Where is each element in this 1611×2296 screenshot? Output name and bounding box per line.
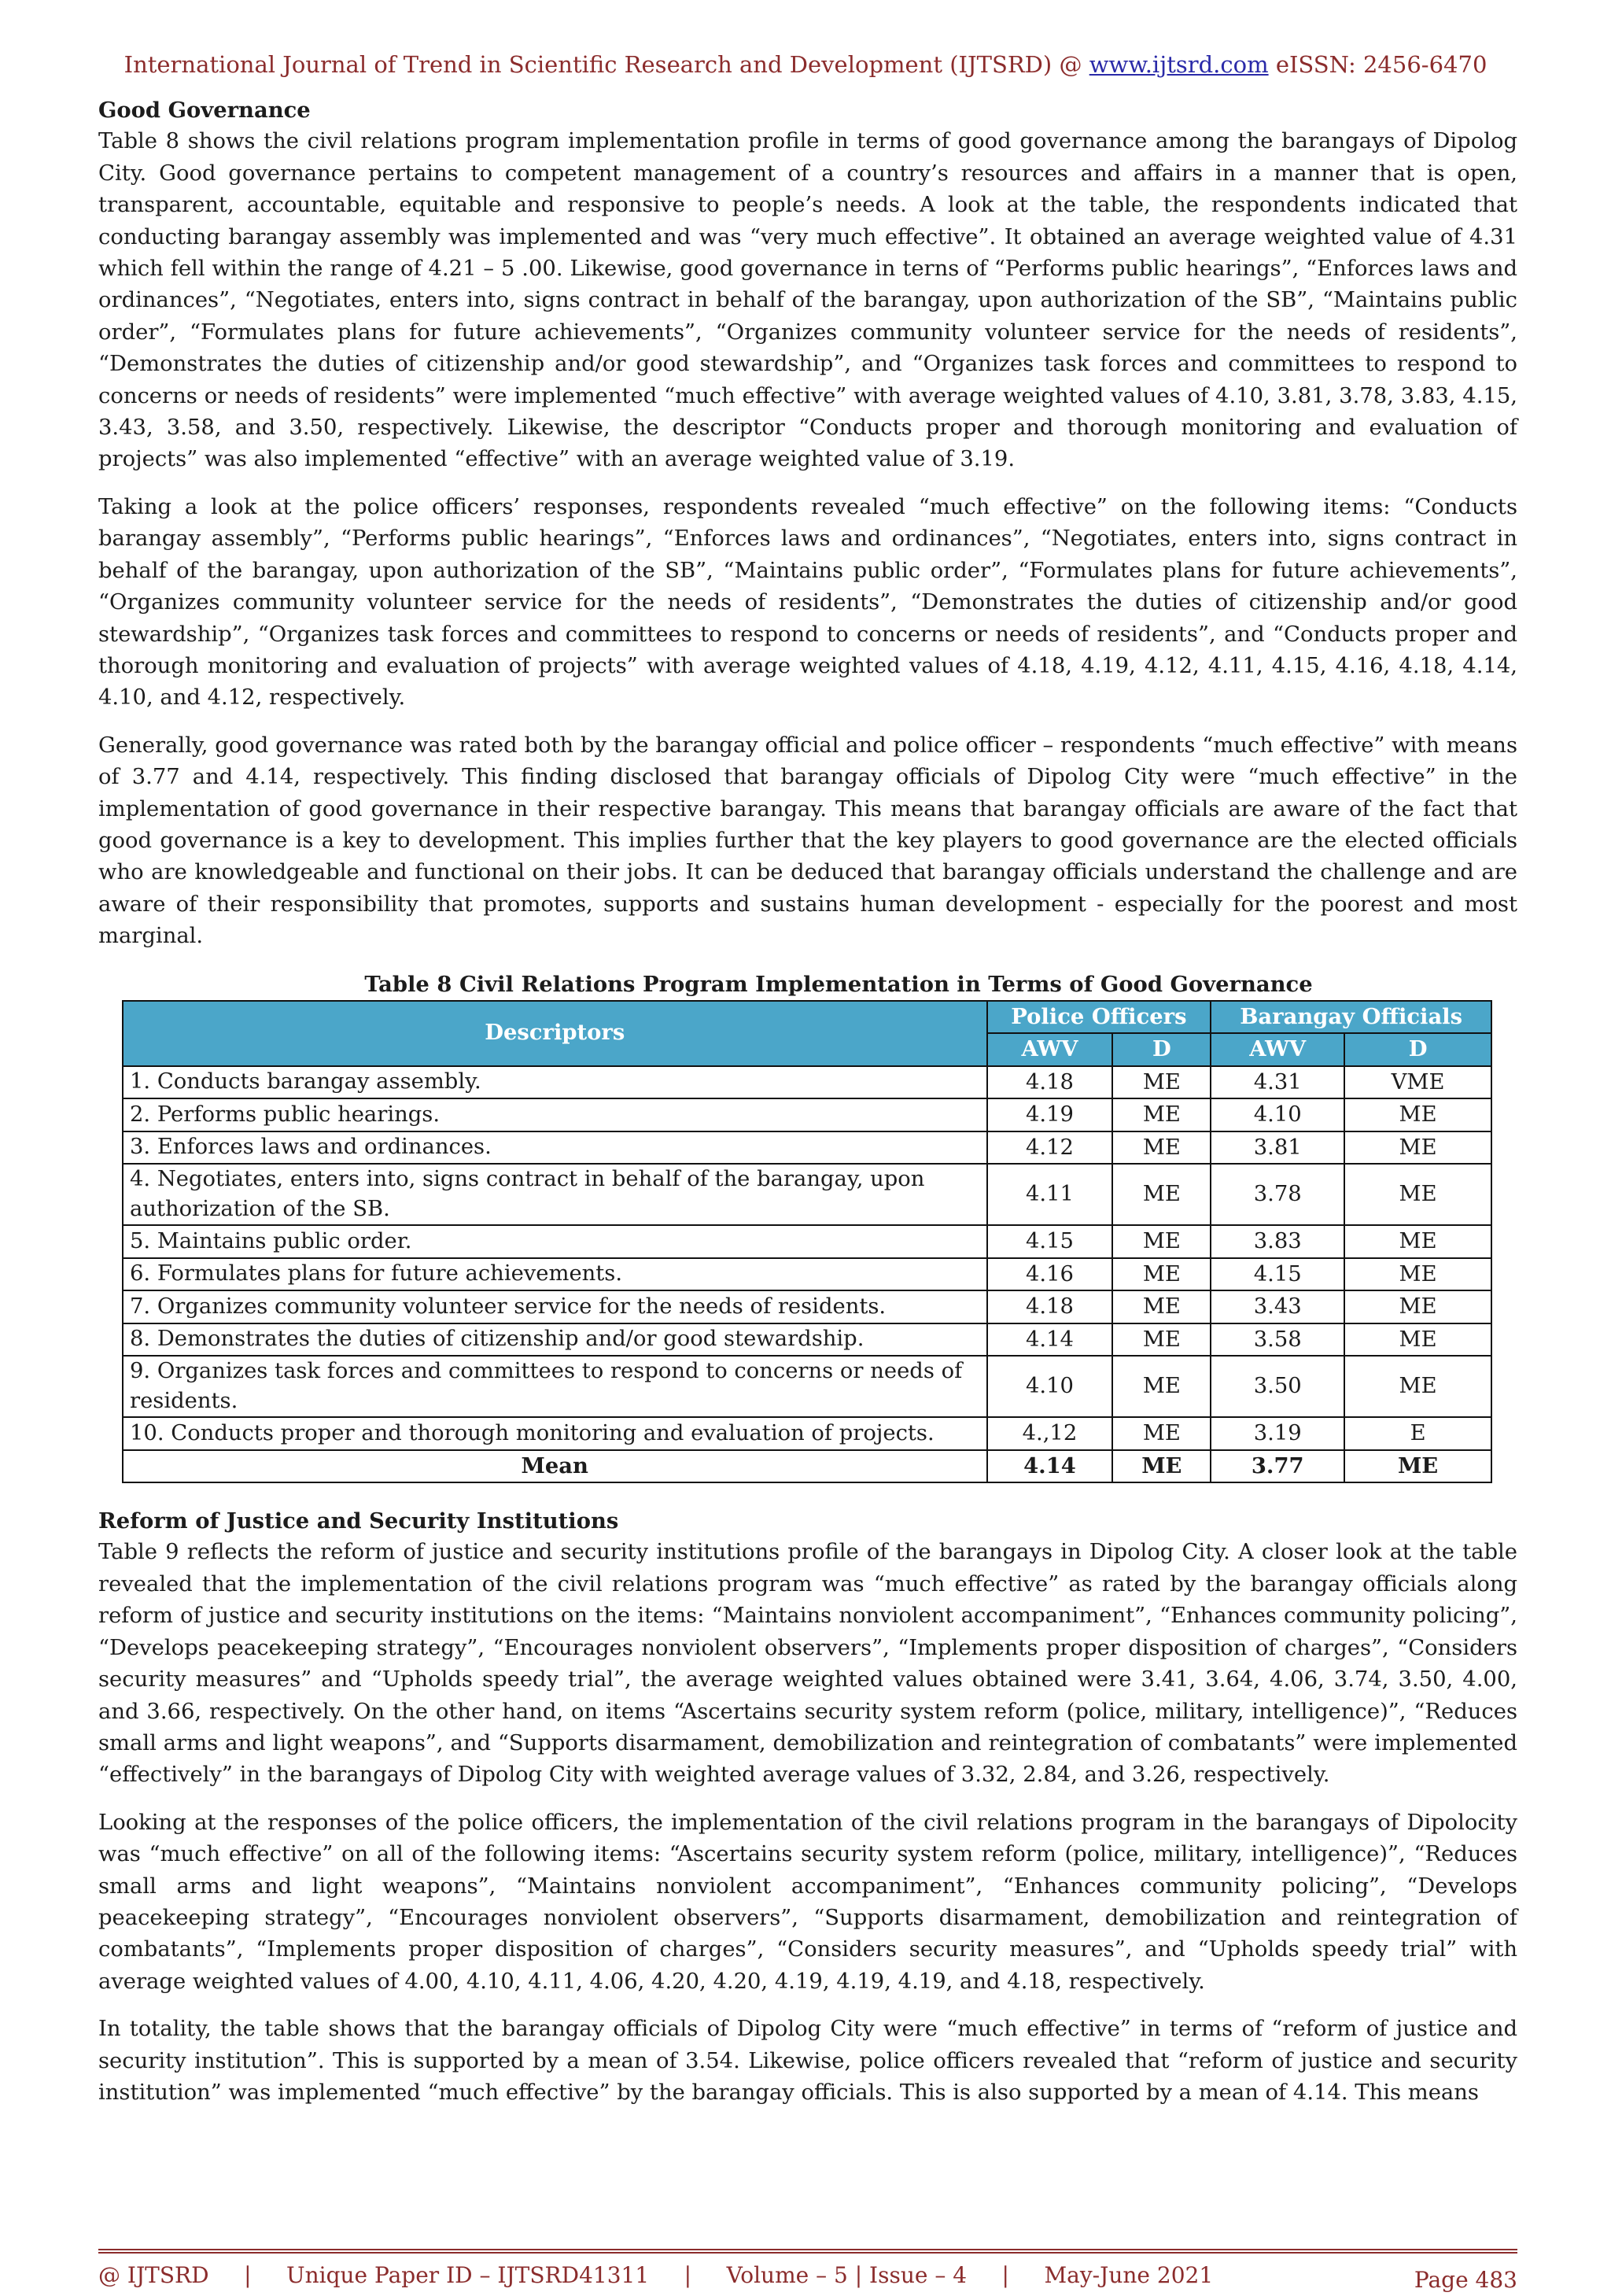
police-awv-cell: 4.12 [987,1131,1113,1165]
header-descriptors: Descriptors [123,1001,987,1066]
header-d: D [1344,1033,1491,1066]
page-footer [98,2249,1517,2291]
paragraph: Taking a look at the police officers’ responses, respondents revealed “much effective” on the following items: “Conducts barangay assembly”, “Performs public hearings”, “Enforces laws and ordinances”, “Negotiates, enters into, signs contract in behalf of the barangay, upon authorization of the SB”, “Maintains public order”, “Formulates plans for future achievements”, “Organizes community volunteer service for the needs of residents”, “Demonstrates the duties of citizenship and/or good stewardship”, “Organizes task forces and committees to respond to concerns or needs of residents”, and “Conducts proper and thorough monitoring and evaluation of projects” with average weighted values of 4.18, 4.19, 4.12, 4.11, 4.15, 4.16, 4.18, 4.14, 4.10, and 4.12, respectively. [98,494,1517,711]
police-awv-cell: 4.18 [987,1290,1113,1323]
barangay-awv-cell: 4.15 [1211,1258,1344,1291]
barangay-d-cell: ME [1344,1356,1491,1417]
barangay-awv-cell: 3.81 [1211,1131,1344,1165]
paragraph: Looking at the responses of the police officers, the implementation of the civil relations program in the barangays of Dipolocity was “much effective” on all of the following items: “Ascertains security system reform (police, military, intelligence)”, “Reduces small arms and light weapons”, “Maintains nonviolent accompaniment”, “Enhances community policing”, “Develops peacekeeping strategy”, “Encourages nonviolent observers”, “Supports disarmament, demobilization and reintegration of combatants”, “Implements proper disposition of charges”, “Considers security measures”, and “Upholds speedy trial” with average weighted values of 4.00, 4.10, 4.11, 4.06, 4.20, 4.20, 4.19, 4.19, 4.19, and 4.18, respectively. [98,1810,1517,1994]
mean-row [123,1450,1491,1483]
article-body [98,94,1517,2124]
police-d-cell: ME [1112,1066,1211,1099]
table-row [123,1417,1491,1450]
table-row [123,1098,1491,1131]
descriptor-cell: 3. Enforces laws and ordinances. [123,1131,987,1165]
header-d: D [1112,1033,1211,1066]
section-heading-reform-justice: Reform of Justice and Security Institutions [98,1508,619,1534]
good-governance-table [122,1000,1492,1484]
barangay-d-cell: VME [1344,1066,1491,1099]
police-awv-cell: 4.14 [987,1323,1113,1357]
barangay-awv-cell: 3.43 [1211,1290,1344,1323]
section-heading-good-governance: Good Governance [98,98,311,123]
descriptor-cell: 6. Formulates plans for future achievements. [123,1258,987,1291]
police-awv-cell: 4.10 [987,1356,1113,1417]
barangay-d-cell: ME [1344,1290,1491,1323]
police-awv-cell: 4.18 [987,1066,1113,1099]
descriptor-cell: 7. Organizes community volunteer service for the needs of residents. [123,1290,987,1323]
descriptor-cell: 4. Negotiates, enters into, signs contract in behalf of the barangay, upon authorization of the SB. [123,1164,987,1225]
police-awv-cell: 4.15 [987,1225,1113,1258]
table-row [123,1258,1491,1291]
police-d-cell: ME [1112,1417,1211,1450]
descriptor-cell: 10. Conducts proper and thorough monitoring and evaluation of projects. [123,1417,987,1450]
barangay-awv-cell: 3.19 [1211,1417,1344,1450]
barangay-awv-cell: 3.83 [1211,1225,1344,1258]
police-d-cell: ME [1112,1258,1211,1291]
police-d-cell: ME [1112,1323,1211,1357]
barangay-d-cell: E [1344,1417,1491,1450]
table-title: Table 8 Civil Relations Program Implementation in Terms of Good Governance [364,971,1313,997]
police-d-cell: ME [1112,1098,1211,1131]
police-awv-cell: 4.11 [987,1164,1113,1225]
running-header [0,49,1611,80]
header-barangay-officials: Barangay Officials [1211,1001,1491,1034]
paragraph: Table 9 reflects the reform of justice and security institutions profile of the barangays in Dipolog City. A closer look at the table revealed that the implementation of the civil relations program was “much effective” as rated by the barangay officials along reform of justice and security institutions on the items: “Maintains nonviolent accompaniment”, “Enhances community policing”, “Develops peacekeeping strategy”, “Encourages nonviolent observers”, “Implements proper disposition of charges”, “Considers security measures” and “Upholds speedy trial”, the average weighted values obtained were 3.41, 3.64, 4.06, 3.74, 3.50, 4.00, and 3.66, respectively. On the other hand, on items “Ascertains security system reform (police, military, intelligence)”, “Reduces small arms and light weapons”, and “Supports disarmament, demobilization and reintegration of combatants” were implemented “effectively” in the barangays of Dipolog City with weighted average values of 3.32, 2.84, and 3.26, respectively. [98,1540,1517,1788]
paragraph: Generally, good governance was rated both by the barangay official and police officer – respondents “much effective” with means of 3.77 and 4.14, respectively. This finding disclosed that barangay officials of Dipolog City were “much effective” in the implementation of good governance in their respective barangay. This means that barangay officials are aware of the fact that good governance is a key to development. This implies further that the key players to good governance are the elected officials who are knowledgeable and functional on their jobs. It can be deduced that barangay officials understand the challenge and are aware of their responsibility that promotes, supports and sustains human development - especially for the poorest and most marginal. [98,733,1517,949]
police-d-cell: ME [1112,1356,1211,1417]
table-row [123,1131,1491,1165]
barangay-mean-awv: 3.77 [1211,1450,1344,1483]
police-awv-cell: 4.16 [987,1258,1113,1291]
police-d-cell: ME [1112,1225,1211,1258]
police-awv-cell: 4.,12 [987,1417,1113,1450]
barangay-d-cell: ME [1344,1323,1491,1357]
table-row [123,1225,1491,1258]
descriptor-cell: 5. Maintains public order. [123,1225,987,1258]
barangay-d-cell: ME [1344,1131,1491,1165]
header-awv: AWV [1211,1033,1344,1066]
table-row [123,1323,1491,1357]
descriptor-cell: 2. Performs public hearings. [123,1098,987,1131]
police-mean-d: ME [1112,1450,1211,1483]
police-awv-cell: 4.19 [987,1098,1113,1131]
police-mean-awv: 4.14 [987,1450,1113,1483]
barangay-mean-d: ME [1344,1450,1491,1483]
mean-label: Mean [123,1450,987,1483]
paragraph: In totality, the table shows that the barangay officials of Dipolog City were “much effective” in terms of “reform of justice and security institution”. This is supported by a mean of 3.54. Likewise, police officers revealed that “reform of justice and security institution” was implemented “much effective” by the barangay officials. This is also supported by a mean of 4.14. This means [98,2017,1517,2105]
police-d-cell: ME [1112,1290,1211,1323]
descriptor-cell: 8. Demonstrates the duties of citizenship and/or good stewardship. [123,1323,987,1357]
barangay-d-cell: ME [1344,1098,1491,1131]
barangay-d-cell: ME [1344,1258,1491,1291]
table-row [123,1356,1491,1417]
barangay-awv-cell: 3.50 [1211,1356,1344,1417]
journal-url-link[interactable]: www.ijtsrd.com [1089,51,1269,78]
police-d-cell: ME [1112,1131,1211,1165]
barangay-awv-cell: 4.31 [1211,1066,1344,1099]
footer-info: @ IJTSRD | Unique Paper ID – IJTSRD41311 | Volume – 5 | Issue – 4 | May-June 2021 [98,2262,1214,2288]
descriptor-cell: 9. Organizes task forces and committees to respond to concerns or needs of residents. [123,1356,987,1417]
barangay-awv-cell: 3.78 [1211,1164,1344,1225]
table-row [123,1290,1491,1323]
page-number: Page 483 [1414,2267,1517,2293]
descriptor-cell: 1. Conducts barangay assembly. [123,1066,987,1099]
journal-name: International Journal of Trend in Scientific Research and Development (IJTSRD) @ [123,51,1082,78]
header-police-officers: Police Officers [987,1001,1211,1034]
barangay-awv-cell: 4.10 [1211,1098,1344,1131]
paragraph: Table 8 shows the civil relations program implementation profile in terms of good governance among the barangays of Dipolog City. Good governance pertains to competent management of a country’s resources and affairs in a manner that is open, transparent, accountable, equitable and responsive to people’s needs. A look at the table, the respondents indicated that conducting barangay assembly was implemented and was “very much effective”. It obtained an average weighted value of 4.31 which fell within the range of 4.21 – 5 .00. Likewise, good governance in terns of “Performs public hearings”, “Enforces laws and ordinances”, “Negotiates, enters into, signs contract in behalf of the barangay, upon authorization of the SB”, “Maintains public order”, “Formulates plans for future achievements”, “Organizes community volunteer service for the needs of residents”, “Demonstrates the duties of citizenship and/or good stewardship”, and “Organizes task forces and committees to respond to concerns or needs of residents” were implemented “much effective” with average weighted values of 4.10, 3.81, 3.78, 3.83, 4.15, 3.43, 3.58, and 3.50, respectively. Likewise, the descriptor “Conducts proper and thorough monitoring and evaluation of projects” was also implemented “effective” with an average weighted value of 3.19. [98,129,1517,472]
police-d-cell: ME [1112,1164,1211,1225]
barangay-awv-cell: 3.58 [1211,1323,1344,1357]
header-awv: AWV [987,1033,1113,1066]
barangay-d-cell: ME [1344,1164,1491,1225]
table-row [123,1164,1491,1225]
issn: eISSN: 2456-6470 [1275,51,1488,78]
barangay-d-cell: ME [1344,1225,1491,1258]
table-row [123,1066,1491,1099]
